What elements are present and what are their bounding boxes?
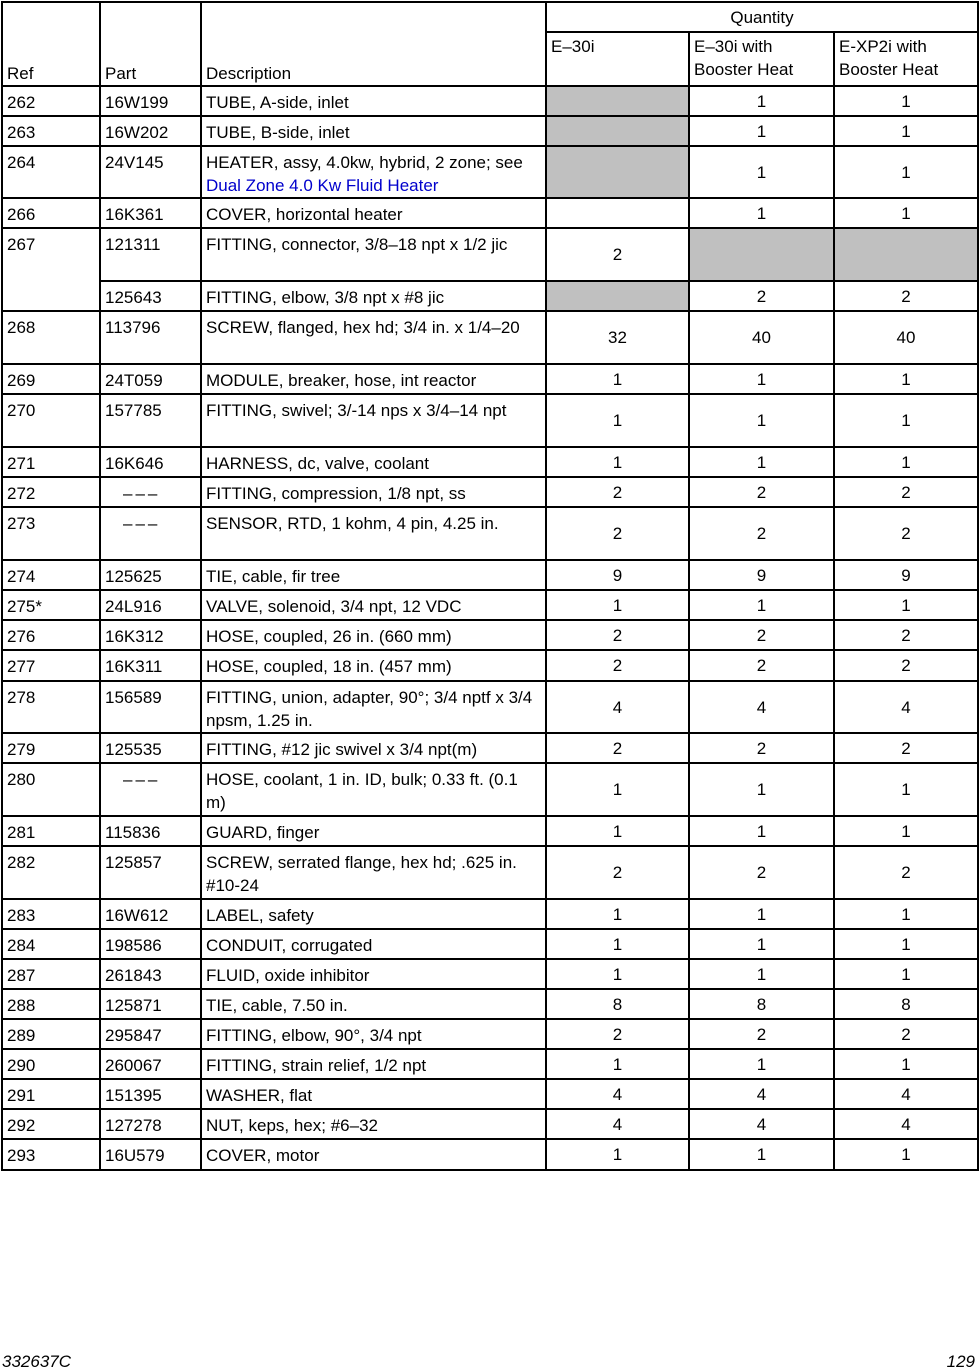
part-cell: 121311 bbox=[100, 228, 201, 281]
table-row bbox=[2, 1109, 978, 1139]
qty-q1-cell: 9 bbox=[546, 560, 689, 590]
qty-q1-cell: 2 bbox=[546, 228, 689, 281]
description-cell bbox=[201, 447, 546, 477]
description-text: FITTING, strain relief, 1/2 npt bbox=[206, 1056, 427, 1075]
description-cell bbox=[201, 733, 546, 763]
description-cell bbox=[201, 681, 546, 733]
description-cell bbox=[201, 959, 546, 989]
qty-q1-cell: 1 bbox=[546, 816, 689, 846]
qty-q1-cell: 4 bbox=[546, 1109, 689, 1139]
ref-cell: 275* bbox=[2, 590, 100, 620]
ref-cell: 274 bbox=[2, 560, 100, 590]
qty-q1-cell: 4 bbox=[546, 1079, 689, 1109]
qty-q1-cell: 2 bbox=[546, 650, 689, 681]
ref-cell: 287 bbox=[2, 959, 100, 989]
ref-cell: 291 bbox=[2, 1079, 100, 1109]
qty-q2-cell: 1 bbox=[689, 146, 834, 198]
ref-cell: 290 bbox=[2, 1049, 100, 1079]
qty-q1-cell bbox=[546, 146, 689, 198]
page-number: 129 bbox=[946, 1352, 975, 1371]
qty-q1-cell: 1 bbox=[546, 364, 689, 394]
description-text: HARNESS, dc, valve, coolant bbox=[206, 454, 429, 473]
table-row bbox=[2, 1139, 978, 1170]
qty-q1-cell bbox=[546, 198, 689, 228]
description-cell bbox=[201, 899, 546, 929]
qty-q3-cell: 2 bbox=[834, 846, 978, 899]
qty-q3-cell: 1 bbox=[834, 394, 978, 447]
description-cell bbox=[201, 477, 546, 507]
part-cell: 115836 bbox=[100, 816, 201, 846]
qty-q3-cell: 2 bbox=[834, 650, 978, 681]
qty-q1-cell: 2 bbox=[546, 733, 689, 763]
part-cell: 16K311 bbox=[100, 650, 201, 681]
fluid-heater-link[interactable]: Dual Zone 4.0 Kw Fluid Heater bbox=[206, 176, 439, 195]
qty-q2-cell: 40 bbox=[689, 311, 834, 364]
description-cell bbox=[201, 1019, 546, 1049]
part-cell: 156589 bbox=[100, 681, 201, 733]
qty-q2-cell: 9 bbox=[689, 560, 834, 590]
description-text: TIE, cable, fir tree bbox=[206, 567, 341, 586]
part-cell: ––– bbox=[100, 507, 201, 560]
table-row bbox=[2, 620, 978, 650]
parts-table bbox=[1, 1, 979, 1171]
qty-q1-cell bbox=[546, 86, 689, 116]
description-cell bbox=[201, 620, 546, 650]
description-text: HOSE, coupled, 26 in. (660 mm) bbox=[206, 627, 452, 646]
description-text: TUBE, B-side, inlet bbox=[206, 123, 350, 142]
qty-q3-cell: 2 bbox=[834, 620, 978, 650]
table-row bbox=[2, 989, 978, 1019]
description-text: SENSOR, RTD, 1 kohm, 4 pin, 4.25 in. bbox=[206, 514, 499, 533]
qty-q2-cell: 1 bbox=[689, 816, 834, 846]
qty-q2-cell: 2 bbox=[689, 650, 834, 681]
qty-q2-cell: 4 bbox=[689, 681, 834, 733]
table-row bbox=[2, 447, 978, 477]
table-row bbox=[2, 116, 978, 146]
part-cell: 16W612 bbox=[100, 899, 201, 929]
ref-cell: 280 bbox=[2, 763, 100, 816]
qty-q1-cell: 32 bbox=[546, 311, 689, 364]
header-q1: E–30i bbox=[546, 32, 689, 86]
qty-q2-cell: 1 bbox=[689, 116, 834, 146]
table-row bbox=[2, 86, 978, 116]
part-cell: 125871 bbox=[100, 989, 201, 1019]
description-cell bbox=[201, 146, 546, 198]
description-text: NUT, keps, hex; #6–32 bbox=[206, 1116, 378, 1135]
qty-q2-cell: 1 bbox=[689, 1049, 834, 1079]
qty-q1-cell: 1 bbox=[546, 929, 689, 959]
table-row bbox=[2, 763, 978, 816]
description-text: TIE, cable, 7.50 in. bbox=[206, 996, 348, 1015]
qty-q3-cell: 4 bbox=[834, 1079, 978, 1109]
part-cell: 16K361 bbox=[100, 198, 201, 228]
part-cell: 16K646 bbox=[100, 447, 201, 477]
description-cell bbox=[201, 311, 546, 364]
header-row-top bbox=[2, 2, 978, 32]
table-row bbox=[2, 1049, 978, 1079]
qty-q3-cell: 40 bbox=[834, 311, 978, 364]
header-ref: Ref bbox=[2, 2, 100, 86]
description-cell bbox=[201, 1049, 546, 1079]
qty-q2-cell: 1 bbox=[689, 929, 834, 959]
qty-q2-cell: 1 bbox=[689, 959, 834, 989]
qty-q2-cell: 2 bbox=[689, 620, 834, 650]
table-row bbox=[2, 281, 978, 311]
table-row bbox=[2, 816, 978, 846]
qty-q3-cell: 2 bbox=[834, 1019, 978, 1049]
table-row bbox=[2, 959, 978, 989]
ref-cell: 271 bbox=[2, 447, 100, 477]
qty-q2-cell: 1 bbox=[689, 1139, 834, 1170]
qty-q1-cell bbox=[546, 116, 689, 146]
description-cell bbox=[201, 86, 546, 116]
ref-cell: 282 bbox=[2, 846, 100, 899]
table-row bbox=[2, 846, 978, 899]
ref-cell: 268 bbox=[2, 311, 100, 364]
qty-q1-cell: 2 bbox=[546, 507, 689, 560]
description-cell bbox=[201, 507, 546, 560]
description-text: MODULE, breaker, hose, int reactor bbox=[206, 371, 477, 390]
qty-q3-cell: 1 bbox=[834, 959, 978, 989]
description-cell bbox=[201, 1079, 546, 1109]
doc-number: 332637C bbox=[2, 1352, 72, 1371]
ref-cell: 281 bbox=[2, 816, 100, 846]
ref-cell: 293 bbox=[2, 1139, 100, 1170]
qty-q2-cell: 2 bbox=[689, 507, 834, 560]
table-row bbox=[2, 929, 978, 959]
table-row bbox=[2, 477, 978, 507]
description-cell bbox=[201, 590, 546, 620]
qty-q3-cell: 1 bbox=[834, 929, 978, 959]
qty-q2-cell: 1 bbox=[689, 447, 834, 477]
qty-q1-cell: 2 bbox=[546, 846, 689, 899]
ref-cell: 277 bbox=[2, 650, 100, 681]
qty-q3-cell: 1 bbox=[834, 116, 978, 146]
ref-cell: 276 bbox=[2, 620, 100, 650]
table-row bbox=[2, 198, 978, 228]
qty-q2-cell: 2 bbox=[689, 846, 834, 899]
qty-q3-cell: 1 bbox=[834, 763, 978, 816]
qty-q1-cell: 2 bbox=[546, 620, 689, 650]
parts-table-body bbox=[2, 86, 978, 1170]
description-text: GUARD, finger bbox=[206, 823, 320, 842]
description-text: HOSE, coupled, 18 in. (457 mm) bbox=[206, 657, 452, 676]
ref-cell: 288 bbox=[2, 989, 100, 1019]
qty-q1-cell: 1 bbox=[546, 590, 689, 620]
qty-q3-cell: 1 bbox=[834, 447, 978, 477]
part-cell: 16W202 bbox=[100, 116, 201, 146]
part-cell: 260067 bbox=[100, 1049, 201, 1079]
part-cell: 24L916 bbox=[100, 590, 201, 620]
table-row bbox=[2, 507, 978, 560]
description-text: SCREW, serrated flange, hex hd; .625 in. #10-24 bbox=[206, 853, 517, 895]
qty-q3-cell: 1 bbox=[834, 198, 978, 228]
qty-q3-cell: 1 bbox=[834, 1049, 978, 1079]
qty-q2-cell: 2 bbox=[689, 1019, 834, 1049]
description-cell bbox=[201, 281, 546, 311]
qty-q3-cell: 2 bbox=[834, 477, 978, 507]
description-text: CONDUIT, corrugated bbox=[206, 936, 373, 955]
description-text: FITTING, swivel; 3/-14 nps x 3/4–14 npt bbox=[206, 401, 507, 420]
part-cell: 125535 bbox=[100, 733, 201, 763]
qty-q3-cell: 2 bbox=[834, 733, 978, 763]
part-cell: 198586 bbox=[100, 929, 201, 959]
part-cell: 16U579 bbox=[100, 1139, 201, 1170]
header-quantity: Quantity bbox=[546, 2, 978, 32]
description-cell bbox=[201, 763, 546, 816]
part-cell: 16K312 bbox=[100, 620, 201, 650]
ref-cell: 263 bbox=[2, 116, 100, 146]
qty-q3-cell: 4 bbox=[834, 1109, 978, 1139]
part-cell: 295847 bbox=[100, 1019, 201, 1049]
qty-q3-cell: 8 bbox=[834, 989, 978, 1019]
description-text: FITTING, elbow, 3/8 npt x #8 jic bbox=[206, 288, 445, 307]
qty-q2-cell: 1 bbox=[689, 394, 834, 447]
part-cell: 125643 bbox=[100, 281, 201, 311]
qty-q2-cell: 1 bbox=[689, 590, 834, 620]
qty-q2-cell: 4 bbox=[689, 1109, 834, 1139]
part-cell: 125857 bbox=[100, 846, 201, 899]
part-cell: 113796 bbox=[100, 311, 201, 364]
description-cell bbox=[201, 364, 546, 394]
description-text: TUBE, A-side, inlet bbox=[206, 93, 349, 112]
table-row bbox=[2, 733, 978, 763]
description-text: FITTING, union, adapter, 90°; 3/4 nptf x 3/4 npsm, 1.25 in. bbox=[206, 688, 533, 730]
qty-q1-cell bbox=[546, 281, 689, 311]
qty-q1-cell: 2 bbox=[546, 1019, 689, 1049]
qty-q1-cell: 1 bbox=[546, 959, 689, 989]
description-text: COVER, horizontal heater bbox=[206, 205, 403, 224]
part-cell: 16W199 bbox=[100, 86, 201, 116]
part-cell: ––– bbox=[100, 477, 201, 507]
description-cell bbox=[201, 929, 546, 959]
description-cell bbox=[201, 198, 546, 228]
table-row bbox=[2, 1019, 978, 1049]
part-cell: 24T059 bbox=[100, 364, 201, 394]
part-cell: 24V145 bbox=[100, 146, 201, 198]
header-part: Part bbox=[100, 2, 201, 86]
part-cell: 261843 bbox=[100, 959, 201, 989]
description-cell bbox=[201, 816, 546, 846]
description-text: VALVE, solenoid, 3/4 npt, 12 VDC bbox=[206, 597, 462, 616]
qty-q3-cell bbox=[834, 228, 978, 281]
description-text: WASHER, flat bbox=[206, 1086, 313, 1105]
description-cell bbox=[201, 846, 546, 899]
table-row bbox=[2, 590, 978, 620]
table-row bbox=[2, 899, 978, 929]
table-row bbox=[2, 681, 978, 733]
qty-q3-cell: 2 bbox=[834, 507, 978, 560]
ref-cell: 272 bbox=[2, 477, 100, 507]
table-row bbox=[2, 560, 978, 590]
ref-cell: 270 bbox=[2, 394, 100, 447]
qty-q3-cell: 1 bbox=[834, 364, 978, 394]
description-cell bbox=[201, 116, 546, 146]
qty-q2-cell: 1 bbox=[689, 364, 834, 394]
qty-q3-cell: 2 bbox=[834, 281, 978, 311]
table-row bbox=[2, 650, 978, 681]
qty-q3-cell: 9 bbox=[834, 560, 978, 590]
qty-q3-cell: 1 bbox=[834, 899, 978, 929]
ref-cell: 269 bbox=[2, 364, 100, 394]
table-row bbox=[2, 394, 978, 447]
description-text: FITTING, connector, 3/8–18 npt x 1/2 jic bbox=[206, 235, 508, 254]
table-row bbox=[2, 364, 978, 394]
part-cell: ––– bbox=[100, 763, 201, 816]
header-q2: E–30i with Booster Heat bbox=[689, 32, 834, 86]
description-text: SCREW, flanged, hex hd; 3/4 in. x 1/4–20 bbox=[206, 318, 520, 337]
qty-q3-cell: 1 bbox=[834, 1139, 978, 1170]
part-cell: 151395 bbox=[100, 1079, 201, 1109]
qty-q3-cell: 1 bbox=[834, 816, 978, 846]
qty-q2-cell: 8 bbox=[689, 989, 834, 1019]
qty-q1-cell: 1 bbox=[546, 899, 689, 929]
qty-q1-cell: 1 bbox=[546, 394, 689, 447]
description-cell bbox=[201, 394, 546, 447]
description-cell bbox=[201, 1139, 546, 1170]
qty-q1-cell: 4 bbox=[546, 681, 689, 733]
description-text: HOSE, coolant, 1 in. ID, bulk; 0.33 ft. (0.1 m) bbox=[206, 770, 518, 812]
qty-q1-cell: 8 bbox=[546, 989, 689, 1019]
qty-q2-cell: 2 bbox=[689, 477, 834, 507]
qty-q2-cell: 1 bbox=[689, 899, 834, 929]
ref-cell: 289 bbox=[2, 1019, 100, 1049]
ref-cell: 267 bbox=[2, 228, 100, 311]
qty-q2-cell: 1 bbox=[689, 86, 834, 116]
ref-cell: 278 bbox=[2, 681, 100, 733]
qty-q1-cell: 1 bbox=[546, 763, 689, 816]
description-cell bbox=[201, 560, 546, 590]
qty-q1-cell: 1 bbox=[546, 447, 689, 477]
description-text: COVER, motor bbox=[206, 1146, 320, 1165]
part-cell: 125625 bbox=[100, 560, 201, 590]
description-text: HEATER, assy, 4.0kw, hybrid, 2 zone; see bbox=[206, 153, 523, 172]
description-cell bbox=[201, 1109, 546, 1139]
qty-q2-cell: 2 bbox=[689, 281, 834, 311]
ref-cell: 273 bbox=[2, 507, 100, 560]
ref-cell: 262 bbox=[2, 86, 100, 116]
qty-q1-cell: 1 bbox=[546, 1049, 689, 1079]
qty-q3-cell: 1 bbox=[834, 86, 978, 116]
table-row bbox=[2, 228, 978, 281]
table-row bbox=[2, 311, 978, 364]
description-text: LABEL, safety bbox=[206, 906, 314, 925]
ref-cell: 279 bbox=[2, 733, 100, 763]
qty-q1-cell: 2 bbox=[546, 477, 689, 507]
qty-q2-cell: 2 bbox=[689, 733, 834, 763]
description-text: FITTING, #12 jic swivel x 3/4 npt(m) bbox=[206, 740, 478, 759]
part-cell: 157785 bbox=[100, 394, 201, 447]
qty-q3-cell: 1 bbox=[834, 590, 978, 620]
part-cell: 127278 bbox=[100, 1109, 201, 1139]
ref-cell: 284 bbox=[2, 929, 100, 959]
header-q3: E-XP2i with Booster Heat bbox=[834, 32, 978, 86]
qty-q2-cell bbox=[689, 228, 834, 281]
qty-q2-cell: 4 bbox=[689, 1079, 834, 1109]
qty-q2-cell: 1 bbox=[689, 198, 834, 228]
table-row bbox=[2, 146, 978, 198]
qty-q1-cell: 1 bbox=[546, 1139, 689, 1170]
description-text: FLUID, oxide inhibitor bbox=[206, 966, 370, 985]
description-text: FITTING, compression, 1/8 npt, ss bbox=[206, 484, 466, 503]
header-description: Description bbox=[201, 2, 546, 86]
ref-cell: 264 bbox=[2, 146, 100, 198]
description-cell bbox=[201, 989, 546, 1019]
description-cell bbox=[201, 650, 546, 681]
table-row bbox=[2, 1079, 978, 1109]
qty-q3-cell: 1 bbox=[834, 146, 978, 198]
qty-q3-cell: 4 bbox=[834, 681, 978, 733]
description-cell bbox=[201, 228, 546, 281]
qty-q2-cell: 1 bbox=[689, 763, 834, 816]
ref-cell: 266 bbox=[2, 198, 100, 228]
description-text: FITTING, elbow, 90°, 3/4 npt bbox=[206, 1026, 422, 1045]
ref-cell: 283 bbox=[2, 899, 100, 929]
ref-cell: 292 bbox=[2, 1109, 100, 1139]
